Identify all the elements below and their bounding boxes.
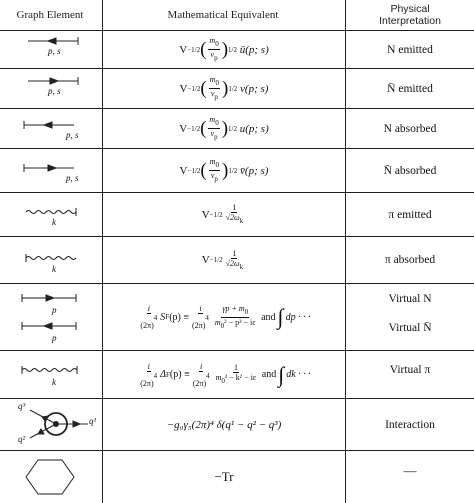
row8-element-label: k (52, 377, 56, 387)
antifermion-line-emitted-icon (28, 77, 78, 85)
row2-math: V −1/2 ( $\frac{m0}{vp}$ ) 1/2 v(p; s) (179, 75, 269, 101)
row10-math: −Tr (214, 469, 234, 484)
vertex-icon (30, 410, 88, 438)
row5-physical: π emitted (388, 208, 432, 221)
row8-math: $\frac{i}{(2\pi)4}$ Δ F (p) ≡ $\frac{i}{(2\pi)4}$ $\frac{1}{\text{m0² − k² − iε}}$ and ∫ dk · · · (140, 361, 311, 388)
row3-element-label: p, s (66, 130, 79, 140)
fermion-line-absorbed-icon (24, 121, 74, 129)
row7-math: $\frac{i}{(2\pi)4}$ S F (p) ≡ $\frac{i}{(2\pi)4}$ $\frac{\gamma p + m0}{\text{m0² − p² − iε}}$ and ∫ dp · · · (140, 303, 311, 330)
internal-fermion-line-icon (22, 294, 76, 302)
row4-element-label: p, s (66, 173, 79, 183)
header-math-equivalent: Mathematical Equivalent (167, 9, 279, 21)
row4-math: V −1/2 ( $\frac{m0}{vp}$ ) 1/2 v̄(p; s) (179, 157, 269, 183)
graph-elements-svg (0, 0, 102, 503)
pion-line-absorbed-icon (26, 257, 76, 260)
row7-element-label-top: p (52, 305, 57, 315)
rule-col-1 (102, 0, 103, 503)
row8-physical: Virtual π (389, 364, 431, 376)
row3-math: V −1/2 ( $\frac{m0}{vp}$ ) 1/2 u(p; s) (179, 115, 269, 141)
row4-physical: N̄ absorbed (383, 164, 437, 177)
row5-element-label: k (52, 217, 56, 227)
row7-physical-top: Virtual N (388, 293, 432, 305)
internal-pion-line-icon (22, 366, 77, 374)
closed-loop-hexagon-icon (26, 460, 74, 494)
row1-physical: N emitted (387, 43, 433, 56)
pion-line-emitted-icon (26, 211, 76, 214)
row9-physical: Interaction (385, 418, 435, 431)
row6-element-label: k (52, 264, 56, 274)
header-graph-element: Graph Element (16, 9, 84, 21)
row5-math: V −1/2 $\frac{1}{√2\omega k}$ (201, 203, 244, 225)
row6-physical: π absorbed (384, 254, 436, 266)
antifermion-line-absorbed-icon (24, 164, 74, 172)
fermion-line-emitted-icon (28, 37, 78, 45)
header-physical-line2: Interpretation (379, 15, 441, 27)
row6-math: V −1/2 $\frac{1}{√2\omega k}$ (201, 248, 244, 271)
row2-physical: N̄ emitted (387, 82, 433, 95)
row7-physical-bottom: Virtual N̄ (388, 322, 432, 334)
row3-physical: N absorbed (383, 122, 437, 135)
vertex-label-q1: q¹ (89, 416, 97, 426)
vertex-label-q2: q² (18, 434, 26, 444)
row1-element-label: p, s (48, 46, 61, 56)
header-physical-line1: Physical (390, 3, 430, 15)
vertex-label-q3: q³ (18, 401, 26, 411)
row10-physical: — (403, 463, 417, 478)
internal-antifermion-line-icon (22, 322, 76, 330)
header-physical-interpretation (346, 0, 474, 30)
row7-element-label-bottom: p (52, 333, 57, 343)
row1-math: V −1/2 ( $\frac{m0}{vp}$ ) 1/2 ū(p; s) (179, 36, 269, 62)
row2-element-label: p, s (48, 86, 61, 96)
row9-math: −g₀γ₅(2π)⁴ δ(q¹ − q² − q³) (166, 418, 282, 431)
